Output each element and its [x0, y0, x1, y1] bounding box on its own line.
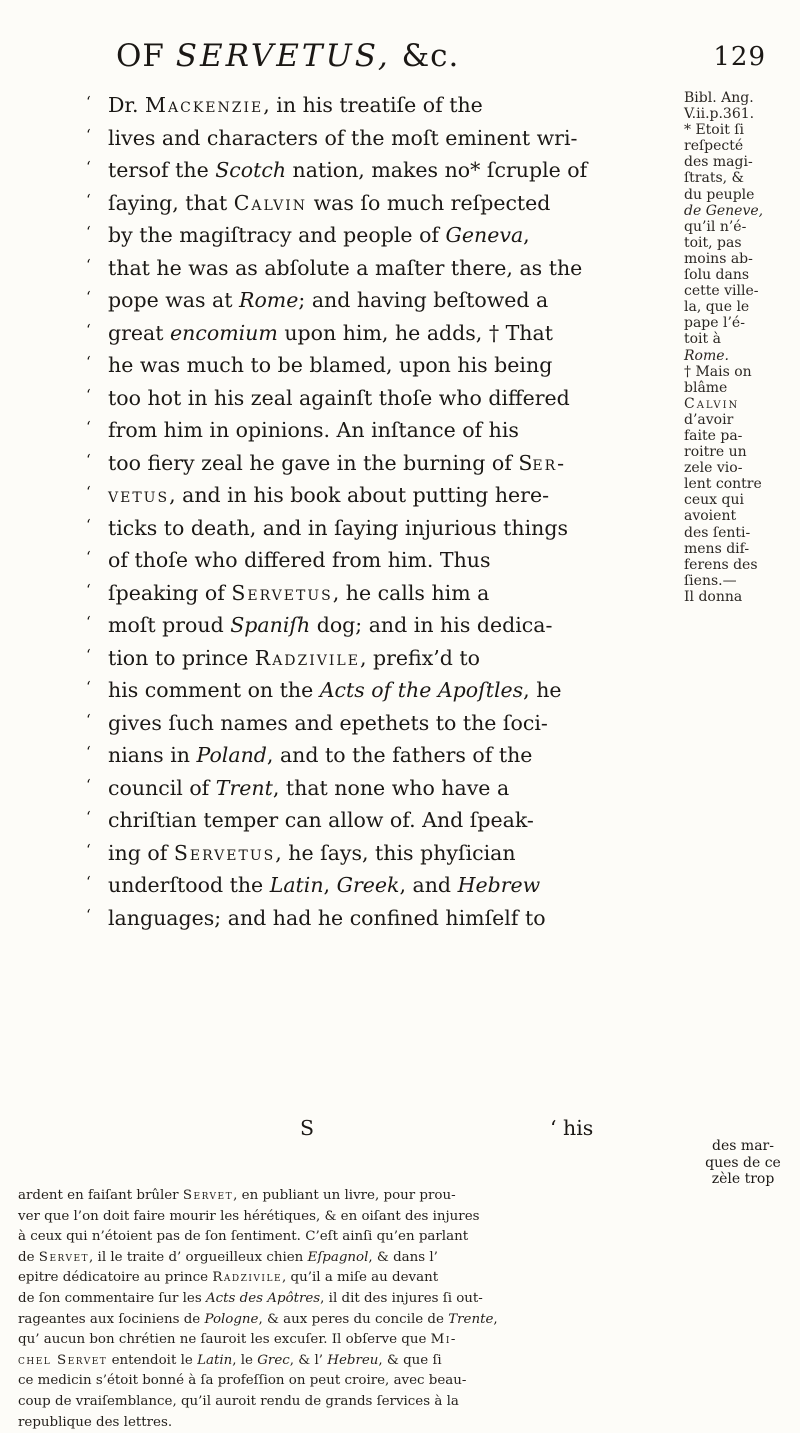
title-prefix: OF — [116, 38, 165, 74]
footnote-line — [18, 1310, 783, 1331]
footnote-line — [18, 1268, 783, 1289]
margin-note-line: Bibl. Ang. — [684, 90, 754, 106]
text-span: , that none who have a — [272, 775, 510, 800]
text-span: tersof the — [108, 158, 216, 182]
footnote-block — [18, 1186, 783, 1433]
text-span: ing of — [108, 840, 174, 865]
margin-note-line: la, que le — [684, 299, 750, 316]
quote-mark: ‘ — [86, 840, 91, 859]
person-name: er- — [532, 450, 567, 475]
signature-mark: S — [300, 1116, 315, 1140]
text-span: , il le traite d’ orgueilleux chien — [89, 1249, 308, 1265]
person-name: chel Servet — [18, 1352, 108, 1368]
text-span: too fiery zeal he gave in the burning of S — [108, 450, 533, 475]
text-span: of thoſe who differed from him. Thus — [108, 548, 491, 572]
text-span: de ſon commentaire ſur les — [18, 1290, 206, 1306]
text-line — [86, 151, 674, 184]
person-name: Calvin — [233, 190, 308, 215]
text-span: coup de vraiſemblance, qu’il auroit rendu de grands ſervices à la — [18, 1393, 459, 1409]
text-span: that he was as abſolute a maſter there, as the — [108, 255, 583, 280]
margin-note-line: faite pa- — [684, 427, 743, 444]
text-span: , il dit des injures ſi out- — [320, 1290, 483, 1306]
text-span: nation, makes no* ſcruple of — [286, 158, 588, 182]
text-span: he was much to be blamed, upon his being — [108, 353, 553, 377]
text-span: lives and characters of the moſt eminent wri- — [108, 125, 578, 150]
italic-term: Spaniſh — [230, 613, 311, 637]
text-line — [86, 444, 674, 477]
quote-mark: ‘ — [86, 645, 91, 664]
margin-note-line: pape l’é- — [684, 315, 745, 332]
text-line — [86, 346, 674, 379]
footnote-line — [18, 1186, 783, 1207]
text-span: , in his treatiſe of the — [263, 93, 483, 117]
text-span: ardent en faiſant brûler — [18, 1188, 183, 1203]
footnote-line — [18, 1351, 783, 1372]
italic-term: Acts des Apôtres — [205, 1290, 321, 1306]
text-span: qu’ aucun bon chrétien ne ſauroit les excuſer. Il obſerve que — [18, 1332, 431, 1348]
quote-mark: ‘ — [86, 255, 91, 274]
text-span: ; and having beſtowed a — [298, 288, 549, 312]
text-span: ſaying, that — [108, 190, 234, 215]
person-name: Servet — [182, 1188, 234, 1203]
text-span: , and — [399, 873, 458, 897]
italic-term: Pologne — [204, 1311, 259, 1327]
footnote-line — [18, 1413, 783, 1433]
margin-note-line: Il donna — [684, 588, 743, 605]
italic-term: Rome — [239, 288, 299, 312]
text-span: , he ſays, this phyſician — [275, 840, 516, 865]
quote-mark: ‘ — [86, 418, 91, 436]
text-span: entendoit le — [107, 1352, 198, 1368]
text-span: , — [523, 223, 530, 247]
quote-mark: ‘ — [86, 158, 91, 176]
margin-note-line: ſolu dans — [684, 267, 750, 284]
footnote-line — [18, 1371, 783, 1392]
text-span: nians in — [108, 743, 197, 767]
italic-term: Trente — [448, 1311, 494, 1327]
quote-mark: ‘ — [86, 320, 91, 339]
text-span: council of — [108, 775, 216, 800]
title-name: SERVETUS, — [175, 38, 391, 74]
text-line — [86, 639, 674, 672]
text-line — [86, 216, 674, 249]
text-line — [86, 769, 674, 802]
text-span: , & aux peres du concile de — [258, 1311, 449, 1327]
main-text — [86, 86, 674, 931]
person-name: Servetus — [231, 580, 333, 605]
italic-term: Poland — [196, 743, 267, 767]
quote-mark: ‘ — [86, 483, 91, 501]
text-span: republique des lettres. — [18, 1414, 173, 1430]
margin-note-line: roitre un — [684, 444, 747, 461]
text-span: upon him, he adds, † That — [277, 320, 553, 345]
text-span: , — [493, 1311, 498, 1327]
catchword: ‘ his — [550, 1116, 594, 1140]
text-line — [86, 281, 674, 314]
text-span: ce medicin s’étoit bonné à ſa profeſſion on peut croire, avec beau- — [18, 1373, 467, 1389]
text-span: , & que ſi — [378, 1352, 442, 1368]
text-line — [86, 86, 674, 119]
text-span: ver que l’on doit faire mourir les hérétiques, & en oiſant des injures — [18, 1208, 480, 1224]
margin-note-line: des ſenti- — [684, 524, 751, 541]
margin-note-line: † Mais on — [684, 363, 752, 380]
text-line — [86, 704, 674, 737]
text-line — [86, 899, 674, 932]
margin-note-line: V.ii.p.361. — [684, 106, 755, 123]
margin-note-line: Calvin — [684, 395, 740, 412]
text-span: from him in opinions. An inſtance of his — [108, 418, 519, 442]
text-line — [86, 184, 674, 217]
italic-term: encomium — [170, 320, 278, 345]
quote-mark: ‘ — [86, 288, 91, 306]
quote-mark: ‘ — [86, 873, 91, 891]
text-span: by the magiſtracy and people of — [108, 223, 446, 247]
text-span: , en publiant un livre, pour prou- — [233, 1188, 456, 1203]
text-span: chriſtian temper can allow of. And ſpeak- — [108, 808, 534, 832]
quote-mark: ‘ — [86, 125, 91, 144]
margin-notes — [684, 90, 800, 605]
italic-term: Latin — [269, 873, 324, 897]
quote-mark: ‘ — [86, 450, 91, 469]
footnote-line — [18, 1289, 783, 1310]
person-name: Servetus — [173, 840, 276, 865]
margin-notes-continued — [688, 1138, 798, 1188]
quote-mark: ‘ — [86, 580, 91, 599]
footnote-line — [18, 1392, 783, 1413]
text-line — [86, 249, 674, 282]
italic-term: Hebrew — [457, 873, 541, 897]
margin-note-line: ſtrats, & — [684, 170, 745, 187]
text-span: , prefix’d to — [359, 645, 481, 670]
margin-note-line: d’avoir — [684, 411, 734, 428]
text-line — [86, 314, 674, 347]
quote-mark: ‘ — [86, 190, 91, 209]
quote-mark: ‘ — [86, 385, 91, 404]
italic-term: Eſpagnol — [307, 1249, 369, 1265]
quote-mark: ‘ — [86, 743, 91, 761]
margin-note-line: toit à — [684, 331, 721, 348]
quote-mark: ‘ — [86, 710, 91, 729]
page-number: 129 — [713, 42, 766, 72]
person-name: Servet — [38, 1249, 90, 1265]
text-line — [86, 606, 674, 639]
margin-note-line: ceux qui — [684, 492, 744, 509]
text-span: , le — [232, 1352, 258, 1368]
margin-note-line: ſiens.— — [684, 572, 737, 589]
text-span: languages; and had he confined himſelf to — [108, 905, 546, 930]
text-line — [86, 476, 674, 509]
text-span: was ſo much reſpected — [307, 190, 551, 215]
margin-note-line: cette ville- — [684, 283, 759, 300]
text-line — [86, 541, 674, 574]
text-span: , & dans l’ — [368, 1249, 438, 1265]
italic-term: Greek — [336, 873, 400, 897]
title-suffix: &c. — [401, 38, 460, 74]
quote-mark: ‘ — [86, 613, 91, 631]
text-span: de — [18, 1249, 39, 1265]
text-line — [86, 866, 674, 899]
italic-term: Grec — [257, 1352, 290, 1368]
margin-note-line: qu’il n’é- — [684, 218, 747, 235]
quote-mark: ‘ — [86, 905, 91, 924]
margin-note-line: reſpecté — [684, 138, 744, 155]
margin-note-line: ques de ce — [705, 1154, 781, 1171]
margin-note-line: zèle trop — [711, 1171, 775, 1187]
margin-note-line: du peuple — [684, 186, 755, 203]
margin-note-line: moins ab- — [684, 250, 753, 267]
margin-note-line: avoient — [684, 508, 737, 525]
catchline — [300, 1116, 690, 1148]
quote-mark: ‘ — [86, 223, 91, 241]
text-span: rageantes aux ſociniens de — [18, 1311, 205, 1327]
text-line — [86, 834, 674, 867]
text-span: Dr. — [108, 93, 146, 117]
text-span: underſtood the — [108, 873, 270, 897]
person-name: Mackenzie — [145, 93, 264, 117]
text-span: , — [323, 873, 337, 897]
text-span: , and in his book about putting here- — [169, 483, 550, 507]
text-span: ſpeaking of — [108, 580, 232, 605]
italic-term: Geneva — [445, 223, 524, 247]
text-span: ticks to death, and in ſaying injurious things — [108, 515, 569, 540]
margin-note-line: zele vio- — [684, 460, 743, 477]
text-span: pope was at — [108, 288, 240, 312]
text-line — [86, 379, 674, 412]
margin-note-line: des mar- — [712, 1138, 774, 1154]
text-span: tion to prince — [108, 645, 255, 670]
text-line — [86, 574, 674, 607]
margin-note-line: mens dif- — [684, 540, 750, 557]
margin-note-line: ferens des — [684, 556, 758, 573]
margin-note-line: de Geneve, — [684, 202, 764, 219]
text-span: , and to the fathers of the — [266, 743, 533, 767]
text-line — [86, 801, 674, 834]
text-line — [86, 411, 674, 444]
quote-mark: ‘ — [86, 775, 91, 794]
text-line — [86, 509, 674, 542]
text-span: , he calls him a — [332, 580, 490, 605]
text-span: too hot in his zeal againſt thoſe who differed — [108, 385, 570, 410]
person-name: vetus — [108, 483, 170, 507]
text-span: dog; and in his dedica- — [310, 613, 553, 637]
footnote-line — [18, 1330, 783, 1351]
text-span: moſt proud — [108, 613, 231, 637]
margin-note-line: Rome. — [684, 347, 729, 364]
person-name: Radzivile — [254, 645, 360, 670]
running-title — [116, 38, 459, 74]
text-span: great — [108, 320, 171, 345]
quote-mark: ‘ — [86, 353, 91, 371]
italic-term: Acts of the Apoſtles — [319, 678, 524, 702]
quote-mark: ‘ — [86, 808, 91, 826]
person-name: Radzivile — [212, 1270, 283, 1286]
margin-note-line: toit, pas — [684, 234, 742, 251]
text-span: , he — [523, 678, 562, 702]
margin-note-line: lent contre — [684, 476, 762, 493]
quote-mark: ‘ — [86, 678, 91, 696]
italic-term: Scotch — [215, 158, 287, 182]
margin-note-line: des magi- — [684, 154, 753, 171]
person-name: Mi- — [430, 1332, 457, 1348]
text-span: , & l’ — [289, 1352, 328, 1368]
quote-mark: ‘ — [86, 548, 91, 566]
quote-mark: ‘ — [86, 93, 91, 111]
margin-note-line: * Etoit ſi — [684, 122, 744, 139]
footnote-line — [18, 1248, 783, 1269]
footnote-line — [18, 1207, 783, 1228]
quote-mark: ‘ — [86, 515, 91, 534]
text-span: his comment on the — [108, 678, 320, 702]
text-line — [86, 671, 674, 704]
text-span: epitre dédicatoire au prince — [18, 1270, 213, 1286]
running-header — [116, 38, 766, 84]
text-span: , qu’il a miſe au devant — [282, 1270, 439, 1286]
text-span: gives ſuch names and epethets to the ſoci- — [108, 710, 548, 735]
footnote-line — [18, 1227, 783, 1248]
italic-term: Hebreu — [327, 1352, 379, 1368]
text-line — [86, 119, 674, 152]
text-line — [86, 736, 674, 769]
italic-term: Latin — [197, 1352, 233, 1368]
text-span: à ceux qui n’étoient pas de ſon ſentiment. C’eſt ainſi qu’en parlant — [18, 1229, 469, 1245]
italic-term: Trent — [215, 775, 273, 800]
margin-note-line: blâme — [684, 379, 728, 396]
